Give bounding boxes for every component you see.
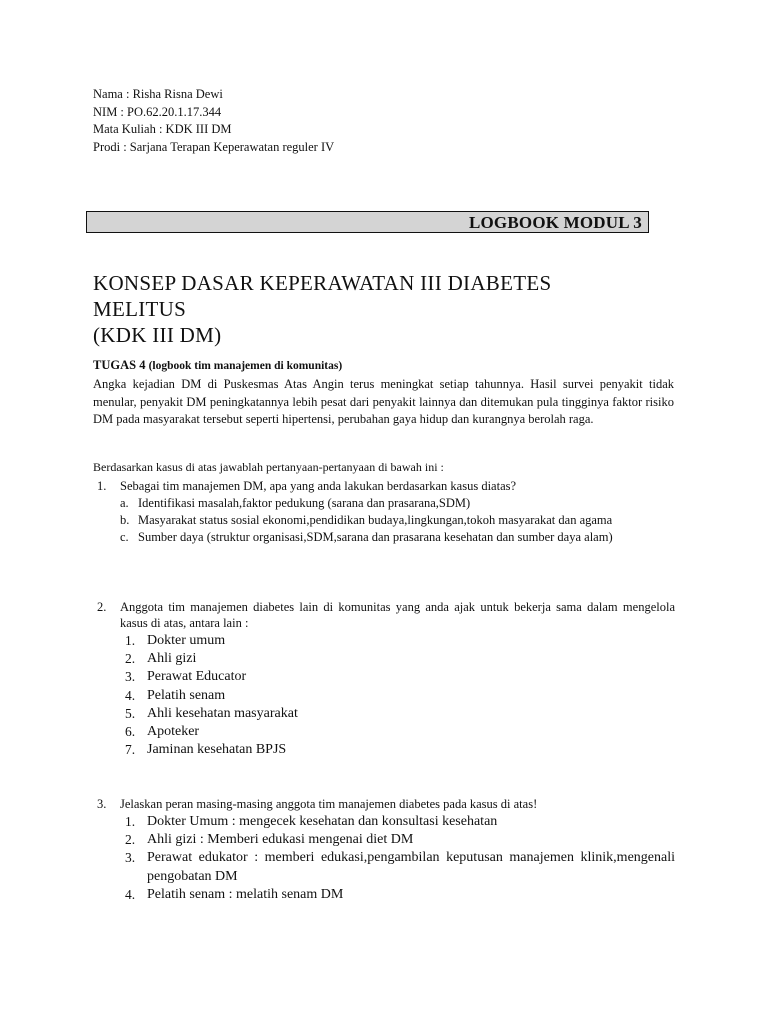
question-1 <box>97 478 675 546</box>
list-marker: 1. <box>125 633 136 648</box>
list-item <box>97 831 675 849</box>
list-item-text: Masyarakat status sosial ekonomi,pendidikan budaya,lingkungan,tokoh masyarakat dan agama <box>138 513 613 527</box>
title-line-1: KONSEP DASAR KEPERAWATAN III DIABETES <box>93 271 552 295</box>
list-item-text: Dokter Umum : mengecek kesehatan dan konsultasi kesehatan <box>147 814 498 829</box>
case-paragraph: Angka kejadian DM di Puskesmas Atas Angin terus meningkat setiap tahunnya. Hasil survei penyakit tidak menular, penyakit DM peningkatannya lebih pesat dari penyakit lainnya dan ditemukan pula tingginya faktor risiko DM pada masyarakat tersebut seperti hipertensi, perubahan gaya hidup dan kurangnya berolah raga. <box>93 377 674 426</box>
question-number: 3. <box>97 797 107 811</box>
list-item-text: Dokter umum <box>147 633 226 648</box>
task-sublabel: (logbook tim manajemen di komunitas) <box>148 360 343 372</box>
list-marker: 5. <box>125 705 136 721</box>
study-program: Prodi : Sarjana Terapan Keperawatan reguler IV <box>93 139 335 154</box>
list-item-text: Ahli gizi : Memberi edukasi mengenai diet DM <box>147 832 414 848</box>
title-line-3: (KDK III DM) <box>93 323 222 347</box>
list-marker: a. <box>120 496 129 510</box>
list-marker: 3. <box>125 669 136 685</box>
module-banner <box>86 211 649 233</box>
list-marker: b. <box>120 513 130 527</box>
answer-list <box>97 495 675 545</box>
list-item-text: Ahli gizi <box>147 651 197 667</box>
list-marker: 2. <box>125 651 136 667</box>
list-item-text: Perawat Educator <box>147 669 247 685</box>
title-line-2: MELITUS <box>93 297 187 321</box>
list-marker: 6. <box>125 724 136 740</box>
list-item-text: Pelatih senam : melatih senam DM <box>147 886 344 902</box>
list-item <box>97 723 675 741</box>
list-marker: 1. <box>125 814 136 829</box>
list-item <box>97 813 675 831</box>
question-text: Sebagai tim manajemen DM, apa yang anda lakukan berdasarkan kasus diatas? <box>120 479 517 493</box>
list-item <box>97 650 675 668</box>
question-number: 1. <box>97 479 107 493</box>
module-label: LOGBOOK MODUL 3 <box>468 213 642 232</box>
list-marker: 4. <box>125 687 136 703</box>
question-2 <box>97 599 675 759</box>
list-marker: 7. <box>125 742 136 758</box>
list-item <box>97 668 675 686</box>
list-marker: c. <box>120 530 129 544</box>
answer-list <box>97 813 675 904</box>
list-item <box>97 529 675 545</box>
list-item-text: Sumber daya (struktur organisasi,SDM,sarana dan prasarana kesehatan dan sumber daya alam) <box>138 530 613 544</box>
task-label: TUGAS 4 <box>93 358 146 372</box>
instruction-text: Berdasarkan kasus di atas jawablah pertanyaan-pertanyaan di bawah ini : <box>93 460 444 474</box>
course-name: Mata Kuliah : KDK III DM <box>93 122 232 136</box>
list-marker: 4. <box>125 886 136 902</box>
student-nim: NIM : PO.62.20.1.17.344 <box>93 104 222 119</box>
answer-list <box>97 632 675 759</box>
list-item <box>97 849 675 885</box>
question-text: Anggota tim manajemen diabetes lain di komunitas yang anda ajak untuk bekerja sama dalam mengelola kasus di atas, antara lain : <box>120 600 675 630</box>
list-marker: 3. <box>125 850 136 866</box>
document-title <box>93 270 683 348</box>
list-item <box>97 705 675 723</box>
list-item <box>97 495 675 511</box>
student-name: Nama : Risha Risna Dewi <box>93 87 223 101</box>
question-text: Jelaskan peran masing-masing anggota tim manajemen diabetes pada kasus di atas! <box>120 797 538 811</box>
list-item <box>97 632 675 650</box>
list-item-text: Identifikasi masalah,faktor pedukung (sarana dan prasarana,SDM) <box>138 496 471 510</box>
list-item <box>97 512 675 528</box>
list-item-text: Pelatih senam <box>147 687 226 703</box>
question-3 <box>97 796 675 904</box>
list-item-text: Ahli kesehatan masyarakat <box>147 705 298 721</box>
list-item <box>97 741 675 759</box>
list-item-text: Perawat edukator : memberi edukasi,pengambilan keputusan manajemen klinik,mengenali pengobatan DM <box>147 850 675 884</box>
list-item-text: Jaminan kesehatan BPJS <box>147 742 287 758</box>
task-heading <box>93 358 342 374</box>
student-info <box>93 86 334 156</box>
list-item <box>97 886 675 904</box>
list-item-text: Apoteker <box>147 724 200 740</box>
list-marker: 2. <box>125 832 136 848</box>
list-item <box>97 687 675 705</box>
question-number: 2. <box>97 600 107 614</box>
